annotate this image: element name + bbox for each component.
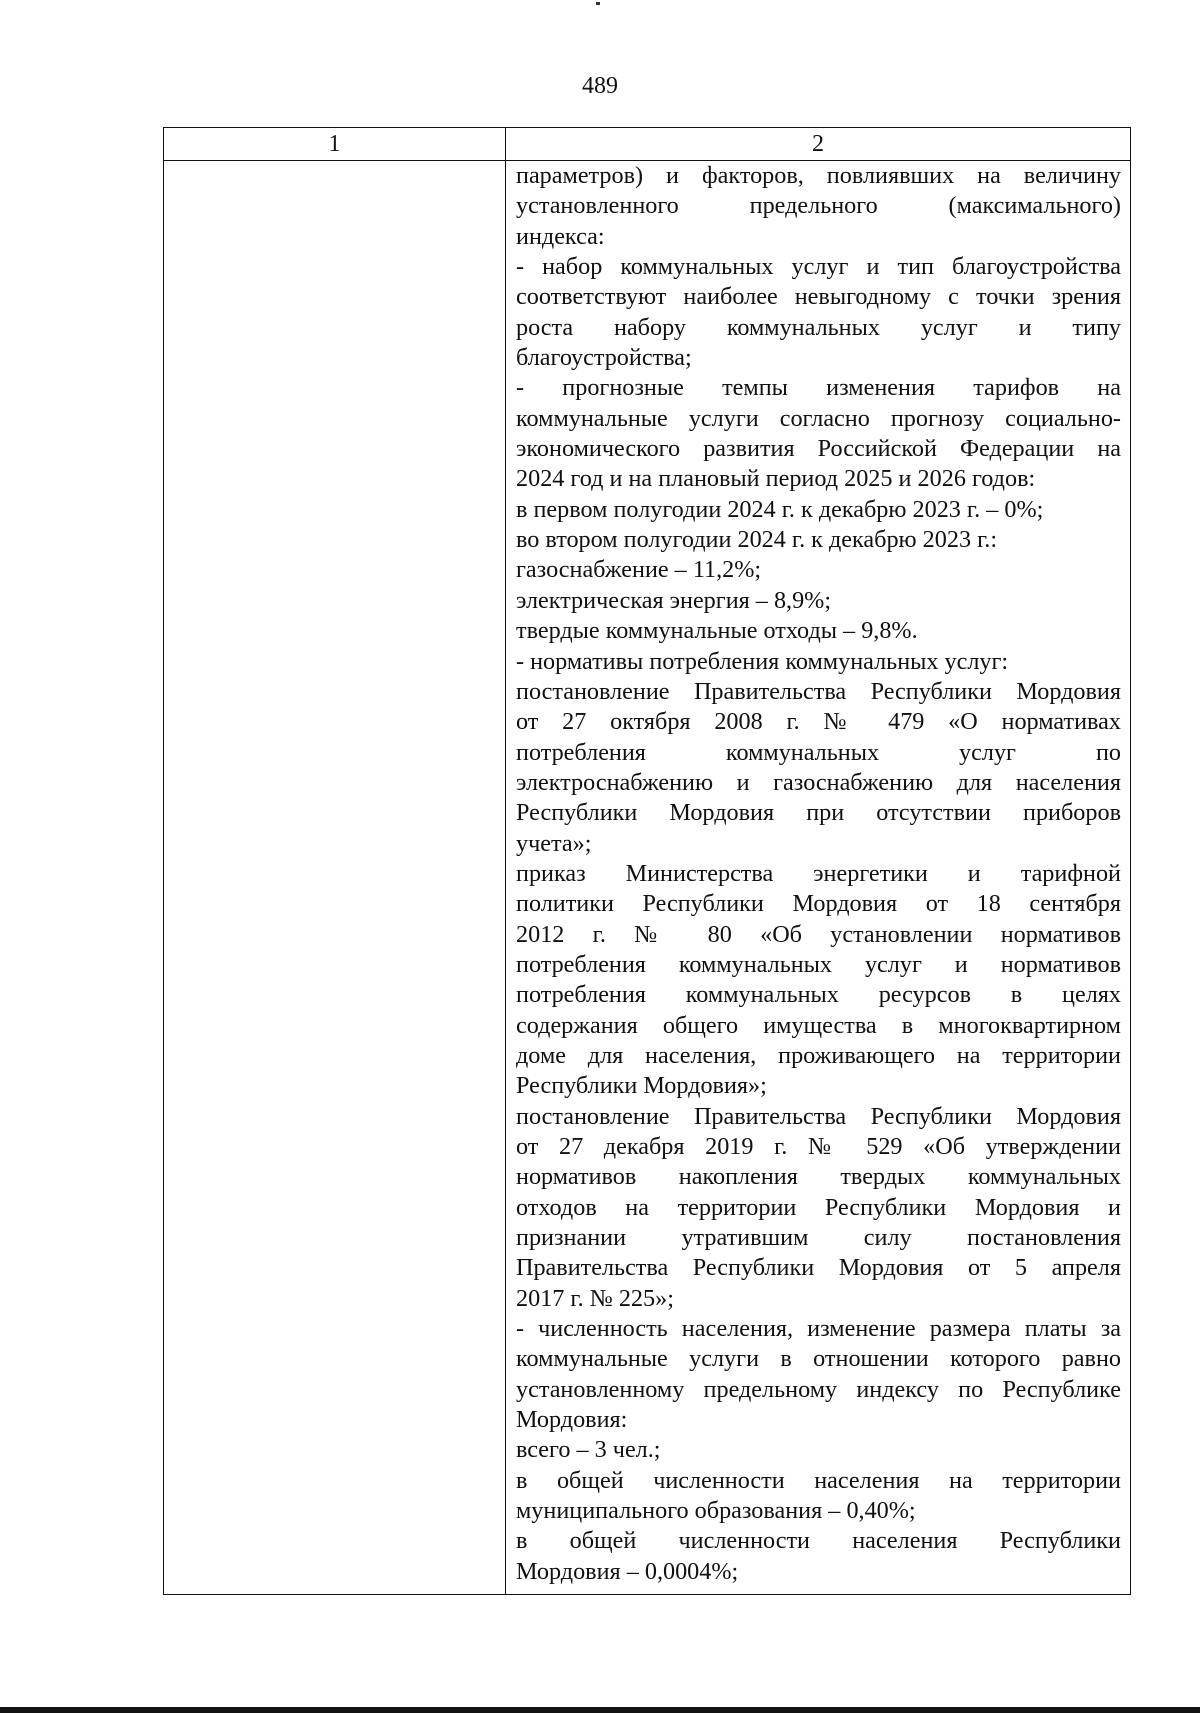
text-line: 2012 г. № 80 «Об установлении нормативов	[516, 920, 1121, 948]
text-line: благоустройства;	[516, 344, 692, 372]
text-line: от 27 октября 2008 г. № 479 «О нормативах	[516, 708, 1121, 736]
text-line: Правительства Республики Мордовия от 5 апреля	[516, 1254, 1121, 1282]
text-line: постановление Правительства Республики Мордовия	[516, 677, 1121, 705]
text-line: индекса:	[516, 222, 605, 250]
text-line: газоснабжение – 11,2%;	[516, 556, 762, 584]
text-line: роста набору коммунальных услуг и типу	[516, 313, 1121, 341]
text-line: Мордовия:	[516, 1406, 628, 1434]
text-line: 2024 год и на плановый период 2025 и 2026 годов:	[516, 465, 1036, 493]
text-line: в первом полугодии 2024 г. к декабрю 2023 г. – 0%;	[516, 495, 1044, 523]
text-line: установленному предельному индексу по Республике	[516, 1375, 1121, 1403]
text-line: во втором полугодии 2024 г. к декабрю 2023 г.:	[516, 526, 998, 554]
text-line: муниципального образования – 0,40%;	[516, 1497, 916, 1525]
text-line: - нормативы потребления коммунальных услуг:	[516, 647, 1009, 675]
text-line: экономического развития Российской Федерации на	[516, 435, 1121, 463]
text-line: приказ Министерства энергетики и тарифной	[516, 859, 1121, 887]
text-line: коммунальные услуги согласно прогнозу социально-	[516, 404, 1121, 432]
text-line: признании утратившим силу постановления	[516, 1224, 1121, 1252]
text-line: доме для населения, проживающего на территории	[516, 1041, 1121, 1069]
text-line: потребления коммунальных ресурсов в целях	[516, 981, 1121, 1009]
text-line: в общей численности населения Республики	[516, 1527, 1121, 1555]
column-divider	[505, 128, 506, 1594]
text-line: от 27 декабря 2019 г. № 529 «Об утверждении	[516, 1133, 1121, 1160]
scan-mark	[596, 2, 600, 5]
text-line: 2017 г. № 225»;	[516, 1284, 674, 1312]
scan-bottom-edge	[0, 1707, 1200, 1713]
text-line: постановление Правительства Республики Мордовия	[516, 1102, 1121, 1130]
text-line: соответствуют наиболее невыгодному с точки зрения	[516, 283, 1121, 311]
text-line: содержания общего имущества в многоквартирном	[516, 1011, 1121, 1039]
document-table	[163, 127, 1131, 1595]
text-line: учета»;	[516, 829, 592, 857]
text-line: - прогнозные темпы изменения тарифов на	[516, 374, 1121, 402]
column-header-2: 2	[812, 131, 824, 157]
table-header-row	[164, 128, 1130, 161]
text-line: - набор коммунальных услуг и тип благоустройства	[516, 253, 1121, 281]
text-line: коммунальные услуги в отношении которого равно	[516, 1345, 1121, 1373]
text-line: электрическая энергия – 8,9%;	[516, 586, 832, 614]
column-2-text-cell	[516, 161, 1121, 1587]
text-line: всего – 3 чел.;	[516, 1436, 661, 1464]
column-header-1: 1	[328, 131, 341, 157]
text-line: параметров) и факторов, повлиявших на величину	[516, 162, 1121, 189]
text-line: политики Республики Мордовия от 18 сентября	[516, 890, 1121, 918]
page-number: 489	[582, 73, 618, 99]
text-line: потребления коммунальных услуг по	[516, 738, 1121, 766]
text-line: установленного предельного (максимального)	[516, 192, 1121, 220]
text-line: - численность населения, изменение размера платы за	[516, 1315, 1121, 1343]
text-line: Республики Мордовия при отсутствии приборов	[516, 799, 1121, 827]
text-line: в общей численности населения на территории	[516, 1466, 1121, 1494]
text-line: нормативов накопления твердых коммунальных	[516, 1163, 1121, 1191]
text-line: Республики Мордовия»;	[516, 1072, 767, 1100]
text-line: Мордовия – 0,0004%;	[516, 1557, 739, 1585]
text-line: отходов на территории Республики Мордовия и	[516, 1193, 1121, 1221]
text-line: электроснабжению и газоснабжению для населения	[516, 768, 1121, 796]
text-line: потребления коммунальных услуг и нормативов	[516, 950, 1121, 978]
text-line: твердые коммунальные отходы – 9,8%.	[516, 617, 918, 645]
